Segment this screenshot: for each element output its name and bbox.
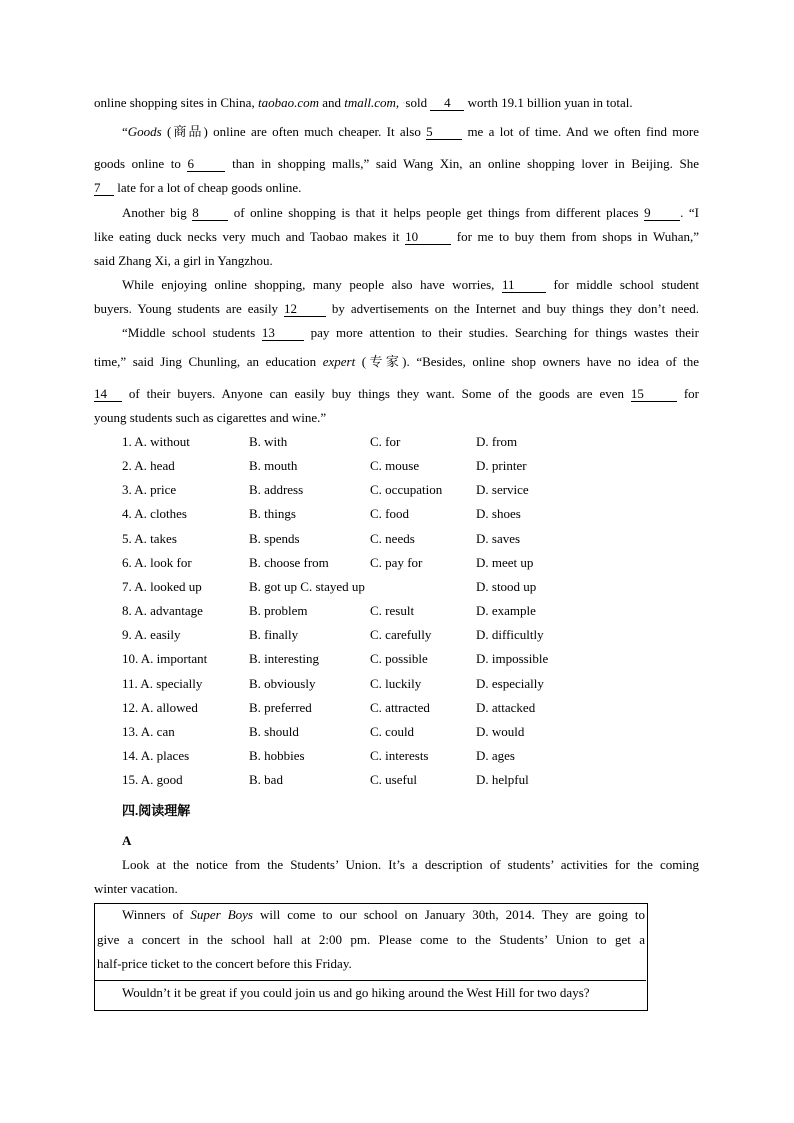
- option-5-a: 5. A. takes: [122, 530, 177, 546]
- option-1-d: D. from: [476, 434, 518, 449]
- option-row-9: [122, 627, 602, 643]
- option-6-c: C. pay for: [370, 554, 423, 570]
- option-2-c: C. mouse: [370, 458, 420, 474]
- option-6-b: B. choose from: [249, 554, 329, 570]
- option-3-b: B. address: [249, 482, 304, 498]
- option-12-a: 12. A. allowed: [122, 699, 198, 715]
- option-5-c: C. needs: [370, 530, 415, 546]
- passage-line-4: 7 late for a lot of cheap goods online.: [94, 180, 302, 195]
- option-8-d: D. example: [476, 603, 536, 618]
- option-1-b: B. with: [249, 434, 288, 449]
- blank-8: 8: [192, 206, 228, 221]
- passage-line-12: 14 of their buyers. Anyone can easily buy things they want. Some of the goods are even 15 for: [94, 386, 699, 401]
- passage-line-5: Another big 8 of online shopping is that it helps people get things from different places 9 . “I: [122, 205, 700, 220]
- option-9-d: D. difficultly: [476, 627, 544, 643]
- option-10-d: D. impossible: [476, 651, 549, 667]
- option-14-c: C. interests: [370, 748, 429, 763]
- blank-7: 7: [94, 181, 114, 196]
- passage-line-6: like eating duck necks very much and Taobao makes it 10 for me to buy them from shops in Wuhan,”: [94, 229, 700, 244]
- blank-12: 12: [284, 302, 326, 317]
- option-row-2: [122, 458, 602, 474]
- option-row-3: [122, 482, 602, 498]
- option-11-d: D. especially: [476, 675, 544, 691]
- passage-line-9: buyers. Young students are easily 12 by advertisements on the Internet and buy things they don’t need.: [94, 301, 699, 316]
- blank-11: 11: [502, 278, 546, 293]
- passage-line-13: young students such as cigarettes and wine.”: [94, 410, 327, 425]
- option-14-a: 14. A. places: [122, 748, 190, 763]
- passage-line-2: “Goods (商品) online are often much cheaper. It also 5 me a lot of time. And we often find more: [122, 124, 699, 139]
- option-9-c: C. carefully: [370, 627, 432, 643]
- option-13-c: C. could: [370, 723, 415, 739]
- option-15-d: D. helpful: [476, 772, 529, 788]
- blank-13: 13: [262, 326, 304, 341]
- blank-6: 6: [187, 157, 225, 172]
- option-8-a: 8. A. advantage: [122, 603, 203, 618]
- blank-15: 15: [631, 387, 677, 402]
- passage-line-8: While enjoying online shopping, many people also have worries, 11 for middle school student: [122, 277, 699, 292]
- option-10-a: 10. A. important: [122, 651, 208, 667]
- option-9-a: 9. A. easily: [122, 627, 181, 643]
- option-row-8: [122, 603, 602, 619]
- option-1-a: 1. A. without: [122, 434, 190, 449]
- intro-line-1: Look at the notice from the Students’ Union. It’s a description of students’ activities for the coming: [122, 857, 699, 872]
- option-4-a: 4. A. clothes: [122, 506, 187, 522]
- option-11-b: B. obviously: [249, 675, 316, 691]
- blank-10: 10: [405, 230, 451, 245]
- section-heading: 四.阅读理解: [122, 803, 191, 818]
- option-9-b: B. finally: [249, 627, 299, 643]
- passage-line-1: online shopping sites in China, taobao.com and tmall.com, ·sold 4 worth 19.1 billion yuan in total.: [94, 95, 633, 110]
- option-2-d: D. printer: [476, 458, 527, 474]
- passage-line-3: goods online to 6 than in shopping malls,” said Wang Xin, an online shopping lover in Beijing. She: [94, 156, 700, 171]
- option-8-c: C. result: [370, 603, 415, 618]
- option-row-11: [122, 676, 602, 692]
- option-15-a: 15. A. good: [122, 772, 183, 788]
- option-4-c: C. food: [370, 506, 409, 522]
- notice-divider: [94, 980, 646, 981]
- option-2-b: B. mouth: [249, 458, 298, 474]
- option-row-10: [122, 651, 602, 667]
- option-5-b: B. spends: [249, 530, 300, 546]
- notice-line-1: Winners of Super Boys will come to our school on January 30th, 2014. They are going to: [122, 907, 645, 922]
- option-2-a: 2. A. head: [122, 458, 175, 474]
- option-13-b: B. should: [249, 723, 299, 739]
- option-12-d: D. attacked: [476, 699, 536, 715]
- option-3-c: C. occupation: [370, 482, 443, 498]
- intro-line-2: winter vacation.: [94, 881, 178, 896]
- option-row-15: [122, 772, 602, 788]
- option-10-b: B. interesting: [249, 651, 320, 667]
- option-row-14: [122, 748, 602, 764]
- option-3-a: 3. A. price: [122, 482, 177, 498]
- blank-5: 5: [426, 125, 462, 140]
- option-1-c: C. for: [370, 434, 401, 449]
- option-8-b: B. problem: [249, 603, 308, 618]
- option-6-d: D. meet up: [476, 554, 534, 570]
- passage-line-7: said Zhang Xi, a girl in Yangzhou.: [94, 253, 273, 268]
- option-5-d: D. saves: [476, 530, 521, 546]
- option-row-13: [122, 724, 602, 740]
- part-label: A: [122, 833, 132, 848]
- option-12-c: C. attracted: [370, 699, 430, 715]
- notice-line-4: Wouldn’t it be great if you could join us and go hiking around the West Hill for two days?: [122, 985, 590, 1000]
- option-row-6: [122, 555, 602, 571]
- notice-line-2: give a concert in the school hall at 2:00 pm. Please come to the Students’ Union to get a: [97, 932, 645, 947]
- option-14-d: D. ages: [476, 748, 515, 763]
- option-13-a: 13. A. can: [122, 723, 175, 739]
- option-11-a: 11. A. specially: [122, 675, 203, 691]
- passage-line-11: time,” said Jing Chunling, an education expert (专家). “Besides, online shop owners have no idea of the: [94, 354, 700, 369]
- option-3-d: D. service: [476, 482, 529, 498]
- option-11-c: C. luckily: [370, 675, 422, 691]
- option-15-b: B. bad: [249, 772, 283, 788]
- blank-14: 14: [94, 387, 122, 402]
- option-7-a: 7. A. looked up: [122, 578, 202, 594]
- blank-9: 9: [644, 206, 680, 221]
- option-7-d: D. stood up: [476, 578, 537, 594]
- option-12-b: B. preferred: [249, 699, 312, 715]
- option-6-a: 6. A. look for: [122, 554, 192, 570]
- option-14-b: B. hobbies: [249, 748, 305, 763]
- option-row-1: [122, 434, 602, 450]
- option-4-d: D. shoes: [476, 506, 521, 522]
- option-4-b: B. things: [249, 506, 296, 522]
- option-15-c: C. useful: [370, 772, 417, 788]
- stray-mark: ·: [402, 98, 406, 108]
- option-10-c: C. possible: [370, 651, 428, 667]
- option-row-5: [122, 531, 602, 547]
- option-row-12: [122, 700, 602, 716]
- passage-line-10: “Middle school students 13 pay more attention to their studies. Searching for things wastes their: [122, 325, 699, 340]
- option-row-7: [122, 579, 602, 595]
- option-13-d: D. would: [476, 723, 525, 739]
- notice-line-3: half-price ticket to the concert before this Friday.: [97, 956, 352, 971]
- option-row-4: [122, 506, 602, 522]
- option-7-b: B. got up C. stayed up: [249, 578, 365, 594]
- blank-4: 4: [430, 96, 464, 111]
